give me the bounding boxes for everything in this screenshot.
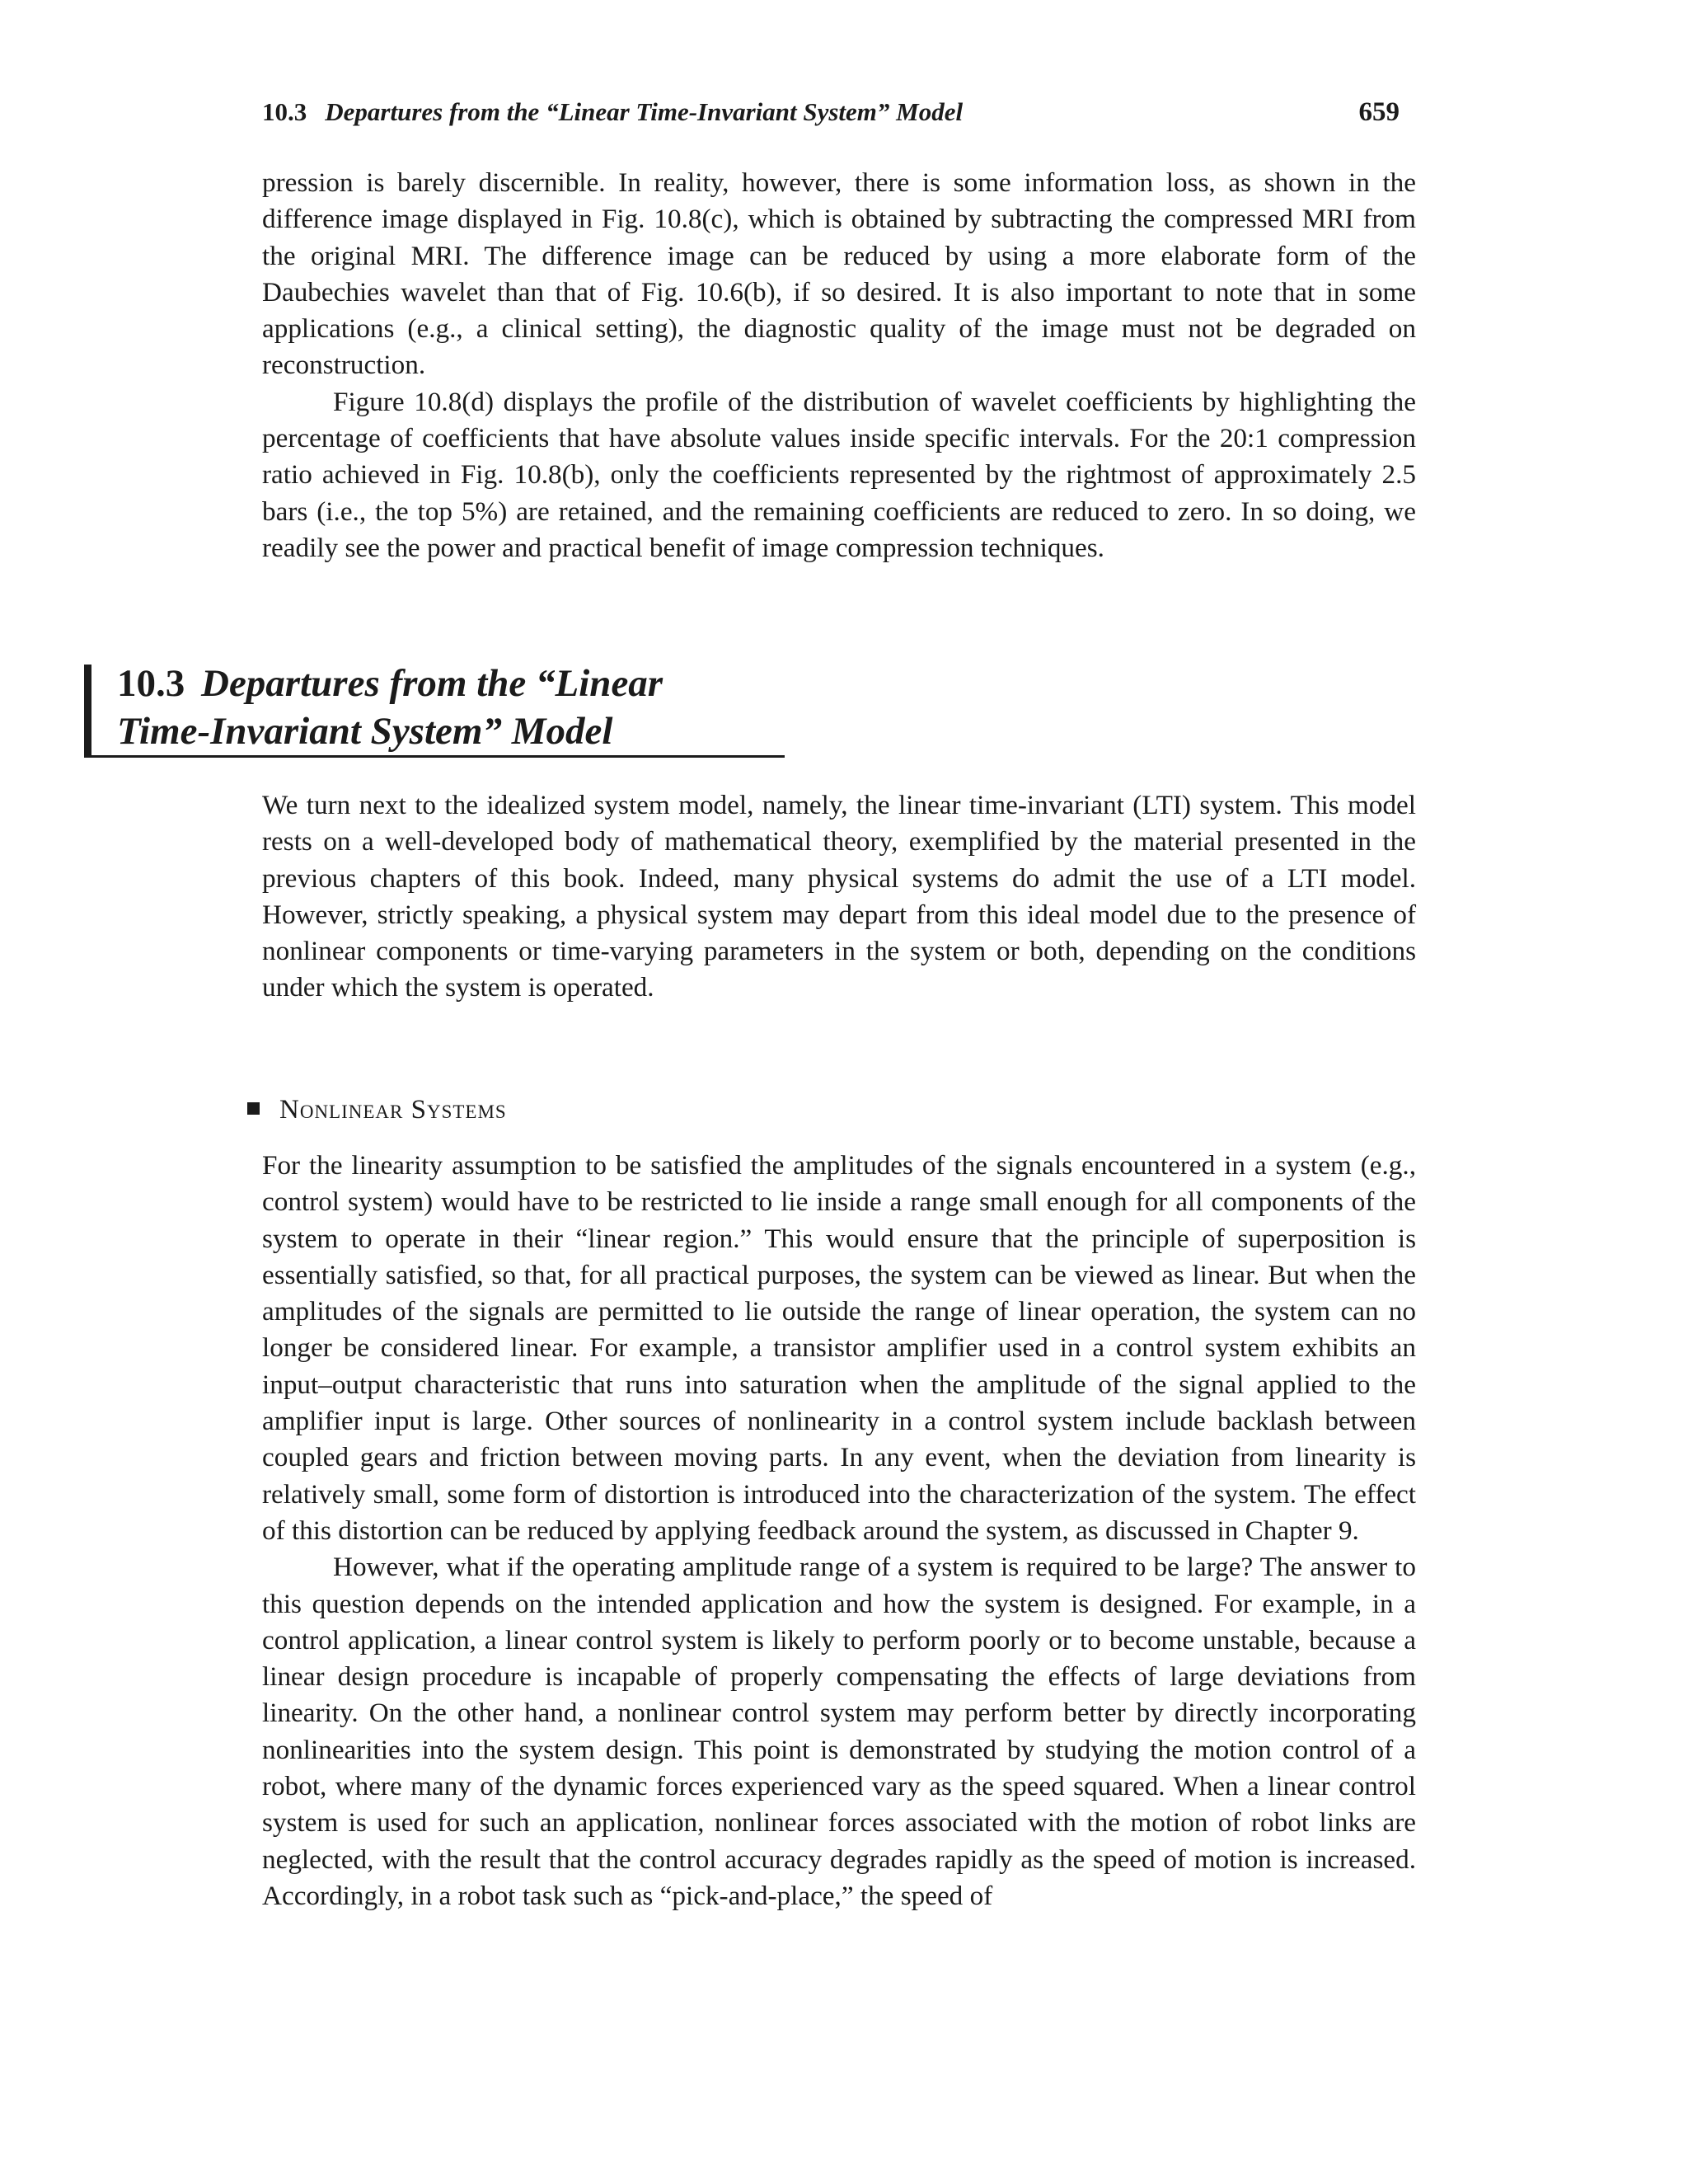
- section-title-line1: Departures from the “Linear: [201, 662, 663, 705]
- running-head-section-number: 10.3: [262, 97, 307, 126]
- section-heading-text: [117, 660, 663, 755]
- paragraph: However, what if the operating amplitude range of a system is required to be large? The answer to this question depends on the intended application and how the system is designed. For example, in a control application, a linear control system is likely to perform poorly or to become unstable, because a linear design procedure is incapable of properly compensating the effects of large deviations from linearity. On the other hand, a nonlinear control system may perform better by directly incorporating nonlinearities into the system design. This point is demonstrated by studying the motion control of a robot, where many of the dynamic forces experienced vary as the speed squared. When a linear control system is used for such an application, nonlinear forces associated with the motion of robot links are neglected, with the result that the control accuracy degrades rapidly as the speed of motion is increased. Accordingly, in a robot task such as “pick-and-place,” the speed of: [262, 1552, 1416, 1911]
- subsection-heading: [247, 1095, 507, 1136]
- paragraph: Figure 10.8(d) displays the profile of the distribution of wavelet coefficients by highlighting the percentage of coefficients that have absolute values inside specific intervals. For the 20:1 compression ratio achieved in Fig. 10.8(b), only the coefficients represented by the rightmost of approximately 2.5 bars (i.e., the top 5%) are retained, and the remaining coefficients are reduced to zero. In so doing, we readily see the power and practical benefit of image compression techniques.: [262, 386, 1416, 563]
- page-number: 659: [1358, 97, 1400, 127]
- paragraph: pression is barely discernible. In reality, however, there is some information loss, as shown in the difference image displayed in Fig. 10.8(c), which is obtained by subtracting the compressed MRI from the original MRI. The difference image can be reduced by using a more elaborate form of the Daubechies wavelet than that of Fig. 10.6(b), if so desired. It is also important to note that in some applications (e.g., a clinical setting), the diagnostic quality of the image must not be degraded on reconstruction.: [262, 167, 1416, 381]
- section-intro: [262, 787, 1416, 1007]
- paragraph: We turn next to the idealized system model, namely, the linear time-invariant (LTI) system. This model rests on a well-developed body of mathematical theory, exemplified by the material presented in the previous chapters of this book. Indeed, many physical systems do admit the use of a LTI model. However, strictly speaking, a physical system may depart from this ideal model due to the presence of nonlinear components or time-varying parameters in the system or both, depending on the conditions under which the system is operated.: [262, 790, 1416, 1003]
- section-title-line2: Time-Invariant System” Model: [117, 710, 613, 753]
- section-number: 10.3: [117, 662, 185, 705]
- running-head-section: [262, 97, 963, 127]
- continued-text: [262, 165, 1416, 566]
- section-heading-rule: [84, 755, 785, 758]
- section-heading: [84, 660, 793, 759]
- running-head-section-title: Departures from the “Linear Time-Invariant System” Model: [325, 97, 964, 126]
- nonlinear-systems-text: [262, 1148, 1416, 1914]
- subsection-title: Nonlinear Systems: [279, 1095, 507, 1125]
- paragraph: For the linearity assumption to be satisfied the amplitudes of the signals encountered in a system (e.g., control system) would have to be restricted to lie inside a range small enough for all components of the system to operate in their “linear region.” This would ensure that the principle of superposition is essentially satisfied, so that, for all practical purposes, the system can be viewed as linear. But when the amplitudes of the signals are permitted to lie outside the range of linear operation, the system can no longer be considered linear. For example, a transistor amplifier used in a control system exhibits an input–output characteristic that runs into saturation when the amplitude of the signal applied to the amplifier input is large. Other sources of nonlinearity in a control system include backlash between coupled gears and friction between moving parts. In any event, when the deviation from linearity is relatively small, some form of distortion is introduced into the characterization of the system. The effect of this distortion can be reduced by applying feedback around the system, as discussed in Chapter 9.: [262, 1150, 1416, 1546]
- section-heading-bar: [84, 665, 91, 757]
- square-bullet-icon: [247, 1102, 260, 1115]
- running-head: [262, 97, 1400, 147]
